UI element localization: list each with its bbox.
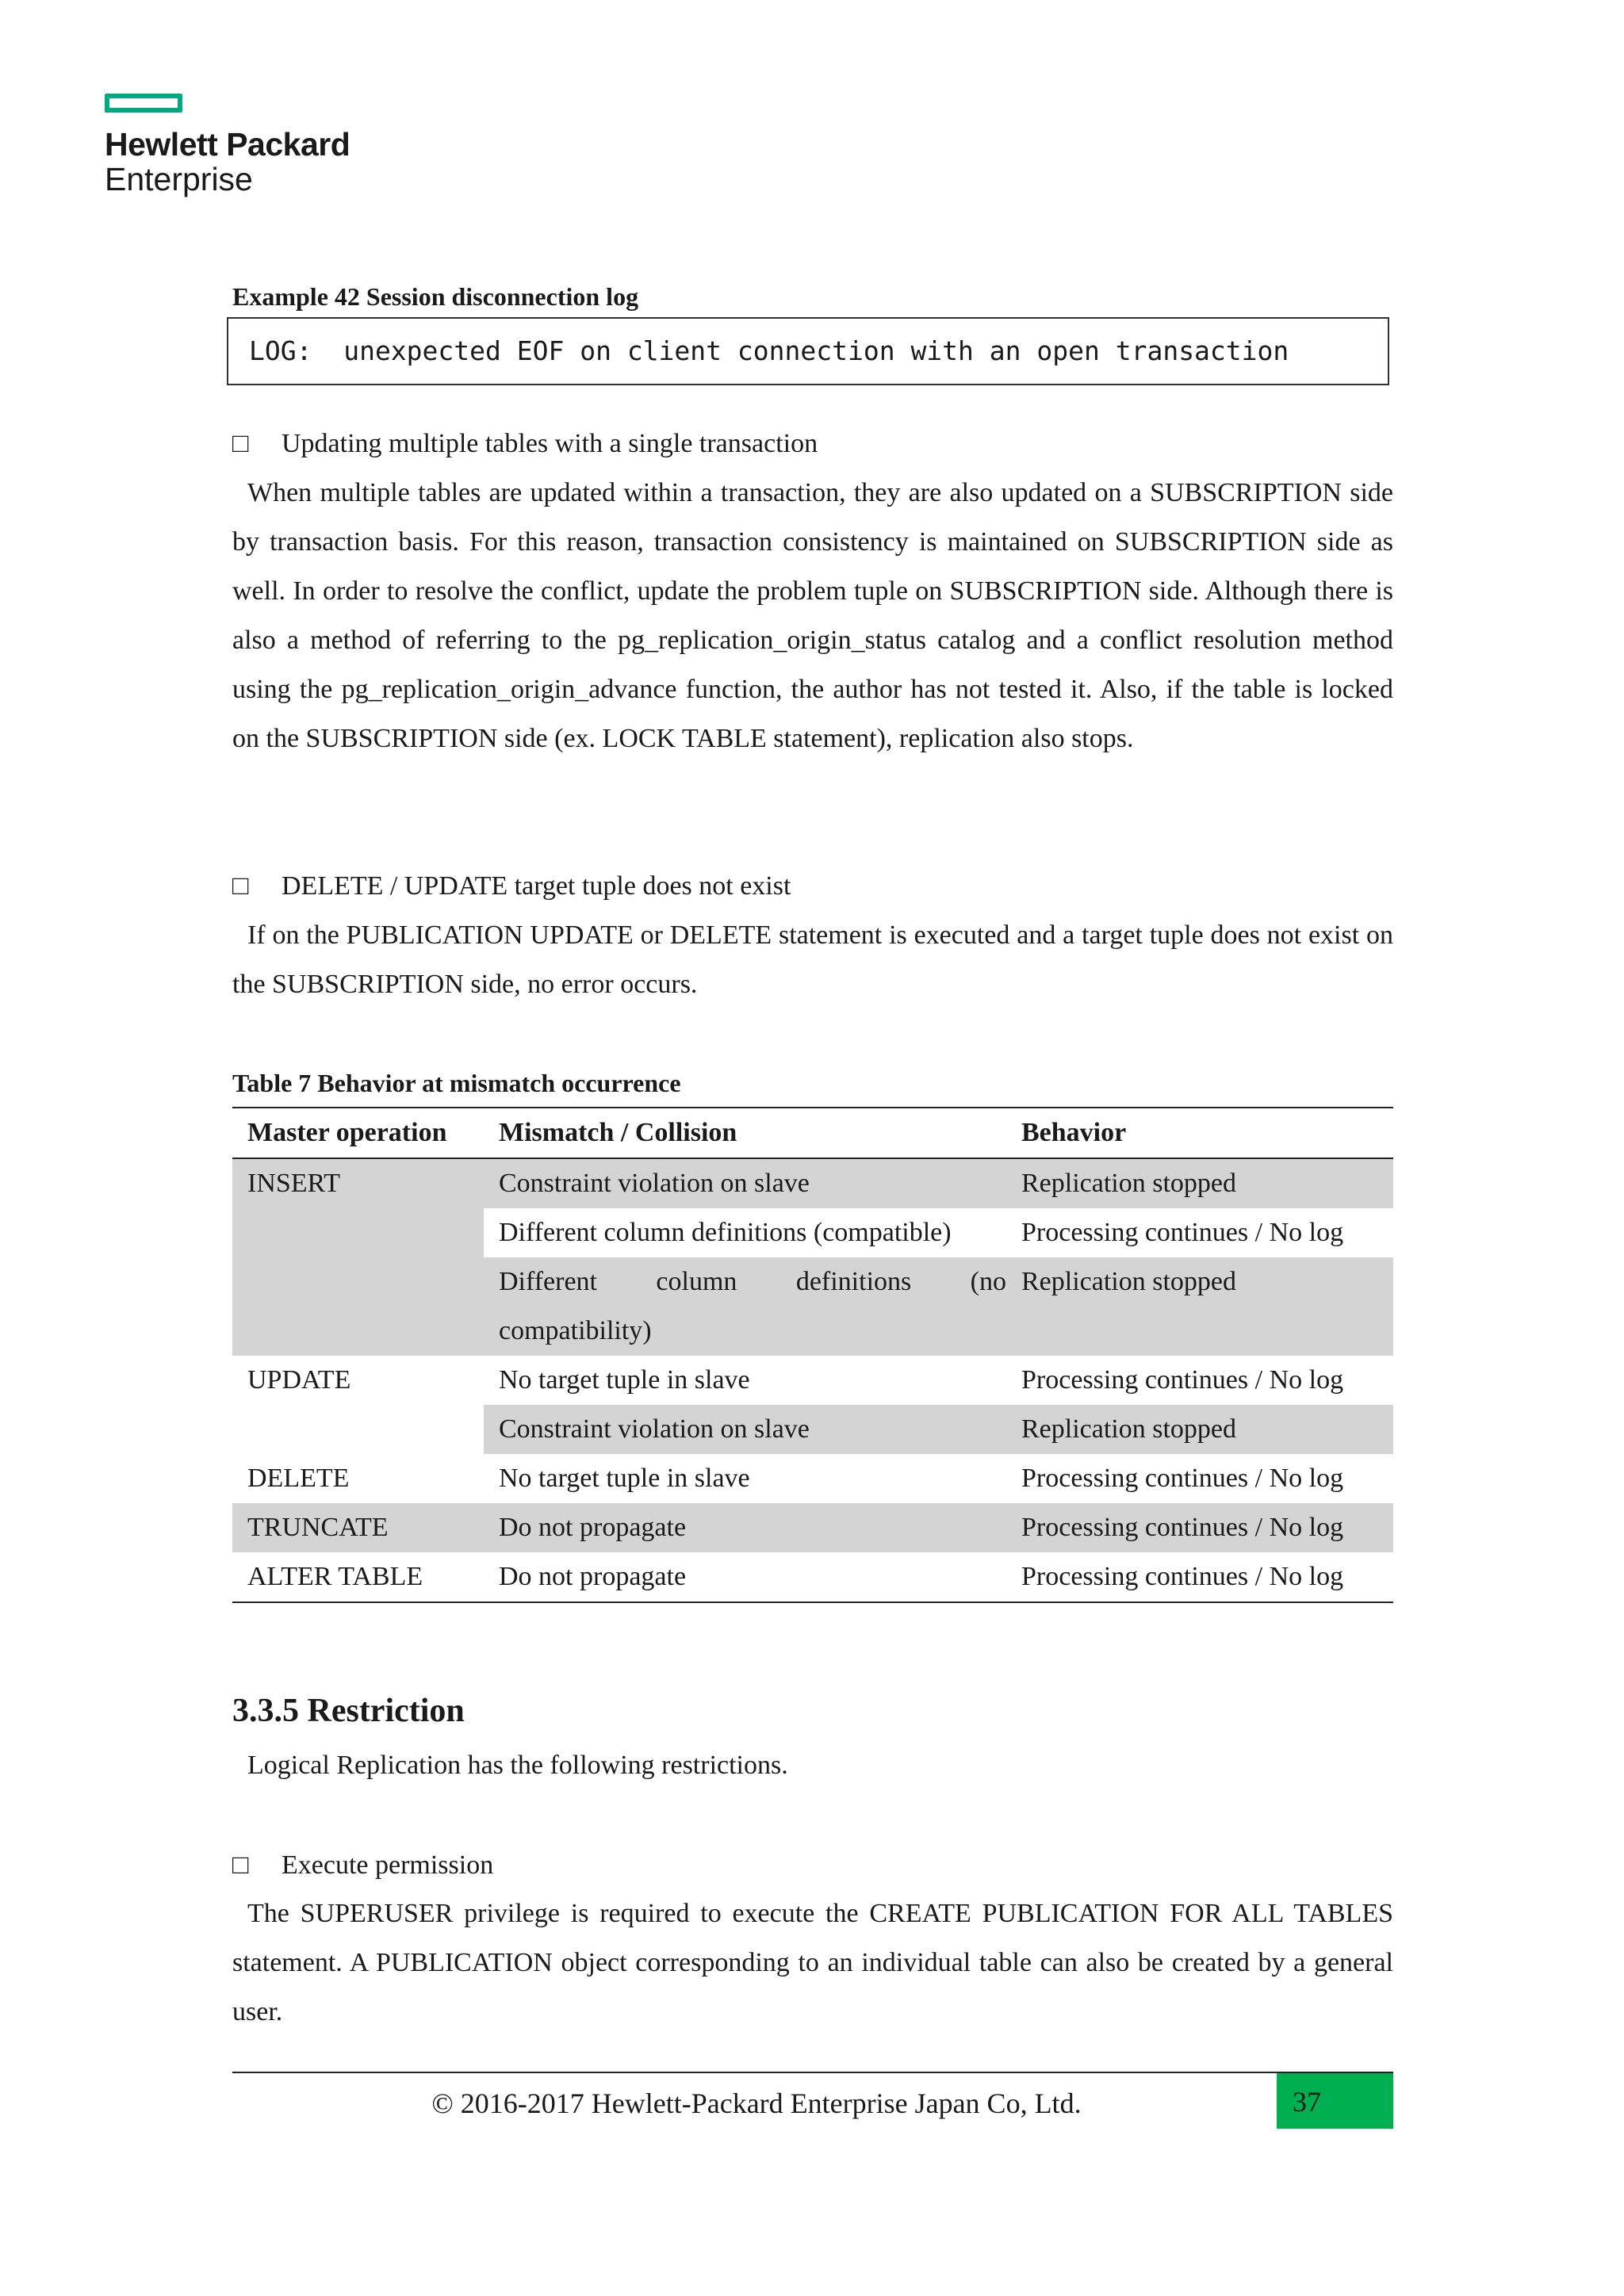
hpe-logo — [105, 94, 350, 197]
table-header-row — [232, 1108, 1393, 1158]
paragraph-execute-permission: The SUPERUSER privilege is required to execute the CREATE PUBLICATION FOR ALL TABLES statement. A PUBLICATION object corresponding to an individual table can also be created by a general user. — [232, 1899, 1393, 2026]
cell-behavior: Processing continues / No log — [1006, 1552, 1393, 1602]
cell-mismatch: Different column definitions (compatible) — [484, 1208, 1006, 1257]
page-number: 37 — [1293, 2086, 1321, 2118]
cell-mismatch: Do not propagate — [484, 1503, 1006, 1552]
logo-bar-icon — [105, 94, 182, 113]
cell-behavior: Processing continues / No log — [1006, 1454, 1393, 1503]
cell-behavior: Replication stopped — [1006, 1257, 1393, 1356]
cell-behavior: Processing continues / No log — [1006, 1208, 1393, 1257]
footer-copyright: © 2016-2017 Hewlett-Packard Enterprise Japan Co, Ltd. — [431, 2087, 1082, 2119]
logo-text-line1: Hewlett Packard — [105, 126, 350, 163]
logo-text-line2: Enterprise — [105, 161, 253, 197]
table-caption: Table 7 Behavior at mismatch occurrence — [232, 1069, 681, 1097]
bullet-text: Updating multiple tables with a single transaction — [282, 429, 818, 458]
cell-op-update: UPDATE — [232, 1356, 484, 1454]
bullet-item-target-tuple — [232, 871, 1393, 902]
cell-mismatch-line2: compatibility) — [499, 1316, 652, 1345]
bullet-item-execute-permission — [232, 1850, 1393, 1881]
table-row — [232, 1158, 1393, 1208]
header-master-operation: Master operation — [247, 1118, 447, 1147]
table-row — [232, 1454, 1393, 1503]
mismatch-table — [232, 1107, 1393, 1603]
cell-op-delete: DELETE — [232, 1454, 484, 1503]
section-heading-restriction: 3.3.5 Restriction — [232, 1693, 465, 1729]
paragraph-multiple-tables: When multiple tables are updated within a transaction, they are also updated on a SUBSCRIPTION side by transaction basis. For this reason, transaction consistency is maintained on SUBSCRIPTION side as well. In order to resolve the conflict, update the problem tuple on SUBSCRIPTION side. Although there is also a method of referring to the pg_replication_origin_status catalog and a conflict resolution method using the pg_replication_origin_advance function, the author has not tested it. Also, if the table is locked on the SUBSCRIPTION side (ex. LOCK TABLE statement), replication also stops. — [232, 478, 1393, 753]
cell-mismatch: Do not propagate — [484, 1552, 1006, 1602]
cell-mismatch: No target tuple in slave — [484, 1454, 1006, 1503]
bullet-text: Execute permission — [282, 1850, 494, 1880]
page-number-badge — [1277, 2073, 1393, 2129]
cell-mismatch: No target tuple in slave — [484, 1356, 1006, 1405]
cell-behavior: Replication stopped — [1006, 1405, 1393, 1454]
header-behavior: Behavior — [1021, 1118, 1127, 1147]
cell-mismatch-line1: Different column definitions (no — [499, 1267, 1006, 1296]
bullet-item-multiple-tables — [232, 428, 1393, 460]
footer-divider — [232, 2072, 1393, 2073]
cell-op-truncate: TRUNCATE — [232, 1503, 484, 1552]
cell-mismatch: Constraint violation on slave — [484, 1405, 1006, 1454]
table-row — [232, 1356, 1393, 1405]
table-row — [232, 1503, 1393, 1552]
cell-op-alter-table: ALTER TABLE — [232, 1552, 484, 1602]
table-row — [232, 1552, 1393, 1602]
cell-behavior: Processing continues / No log — [1006, 1356, 1393, 1405]
bullet-square-icon: □ — [232, 1850, 249, 1880]
example-caption: Example 42 Session disconnection log — [232, 282, 639, 311]
cell-mismatch: Constraint violation on slave — [484, 1158, 1006, 1208]
restriction-intro: Logical Replication has the following restrictions. — [247, 1751, 788, 1780]
cell-behavior: Processing continues / No log — [1006, 1503, 1393, 1552]
bullet-text: DELETE / UPDATE target tuple does not exist — [282, 871, 791, 901]
bullet-square-icon: □ — [232, 429, 249, 458]
code-block: LOG: unexpected EOF on client connection with an open transaction — [227, 317, 1389, 385]
paragraph-target-tuple: If on the PUBLICATION UPDATE or DELETE statement is executed and a target tuple does not exist on the SUBSCRIPTION side, no error occurs. — [232, 920, 1393, 999]
cell-behavior: Replication stopped — [1006, 1158, 1393, 1208]
mismatch-table-wrapper — [232, 1107, 1393, 1603]
header-mismatch: Mismatch / Collision — [499, 1118, 737, 1147]
bullet-square-icon: □ — [232, 871, 249, 901]
cell-mismatch — [484, 1257, 1006, 1356]
cell-op-insert: INSERT — [232, 1158, 484, 1356]
